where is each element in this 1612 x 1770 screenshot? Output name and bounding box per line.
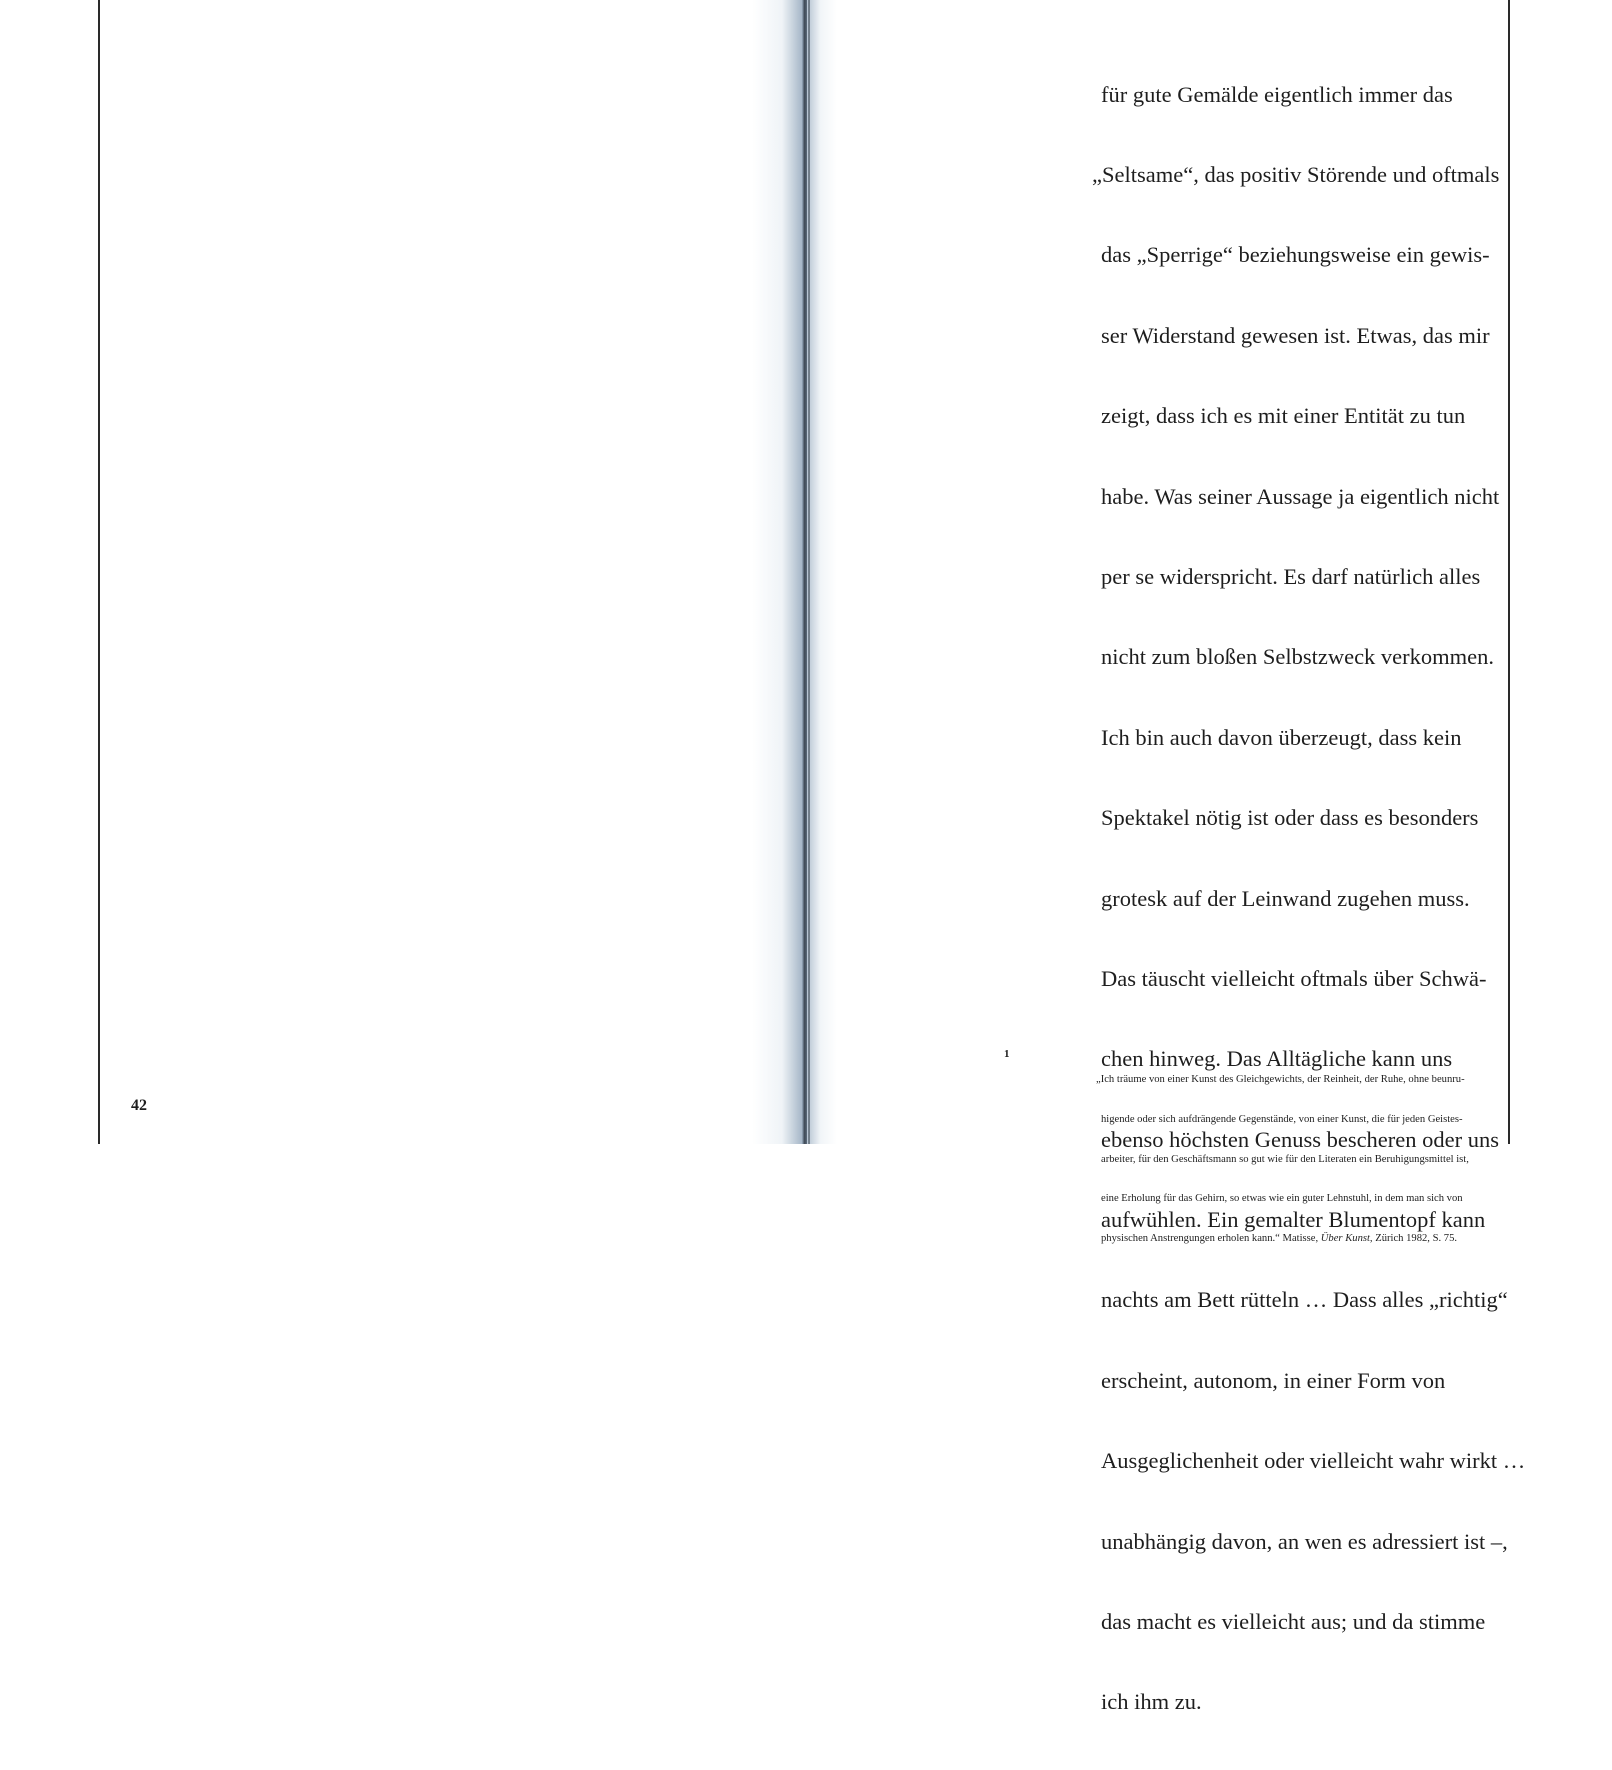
- page-number: 42: [131, 1097, 147, 1114]
- body-line: „Seltsame“, das positiv Störende und oftmals: [1092, 161, 1500, 187]
- body-line: ser Widerstand gewesen ist. Etwas, das mir: [1101, 322, 1490, 348]
- body-line: für gute Gemälde eigentlich immer das: [1101, 81, 1453, 107]
- body-line: grotesk auf der Leinwand zugehen muss.: [1101, 885, 1470, 911]
- body-line: erscheint, autonom, in einer Form von: [1101, 1367, 1446, 1393]
- footnote-line: physischen Anstrengungen erholen kann.“ Matisse,: [1101, 1232, 1321, 1244]
- body-line: unabhängig davon, an wen es adressiert ist –,: [1101, 1528, 1508, 1554]
- body-line: das macht es vielleicht aus; und da stimme: [1101, 1609, 1486, 1635]
- footnote-line: „Ich träume von einer Kunst des Gleichgewichts, der Reinheit, der Ruhe, ohne beunru-: [1096, 1074, 1465, 1086]
- body-text: [1092, 28, 1571, 1770]
- body-line: nachts am Bett rütteln … Dass alles „richtig“: [1101, 1287, 1508, 1313]
- body-line: chen hinweg. Das Alltägliche kann uns: [1101, 1046, 1453, 1072]
- crop-line: [1508, 0, 1510, 1144]
- footnote-line-last: [1101, 1232, 1561, 1245]
- body-line: Ich bin auch davon überzeugt, dass kein: [1101, 724, 1462, 750]
- body-line: per se widerspricht. Es darf natürlich alles: [1101, 563, 1481, 589]
- footnote-line: higende oder sich aufdrängende Gegenstände, von einer Kunst, die für jeden Geistes-: [1101, 1114, 1463, 1125]
- body-line: aufwühlen. Ein gemalter Blumentopf kann: [1101, 1207, 1486, 1233]
- body-line: das „Sperrige“ beziehungsweise ein gewis-: [1101, 242, 1490, 268]
- body-line: nicht zum bloßen Selbstzweck verkommen.: [1101, 644, 1495, 670]
- body-line: Ausgeglichenheit oder vielleicht wahr wirkt …: [1101, 1448, 1526, 1474]
- body-line: ebenso höchsten Genuss bescheren oder uns: [1101, 1126, 1500, 1152]
- footnote-line: arbeiter, für den Geschäftsmann so gut wie für den Literaten ein Beruhigungsmittel ist,: [1101, 1153, 1469, 1165]
- footnote-number: 1: [1004, 1048, 1010, 1060]
- gutter-shadow-left: [752, 0, 802, 1144]
- footnote-text: [1096, 1047, 1561, 1271]
- body-line: habe. Was seiner Aussage ja eigentlich nicht: [1101, 483, 1500, 509]
- footnote-source-rest: Zürich 1982, S. 75.: [1372, 1232, 1458, 1244]
- body-line: ich ihm zu.: [1101, 1689, 1202, 1715]
- footnote-line: eine Erholung für das Gehirn, so etwas wie ein guter Lehnstuhl, in dem man sich von: [1101, 1193, 1463, 1205]
- footnote-source-title: Über Kunst,: [1320, 1232, 1373, 1244]
- body-line: Das täuscht vielleicht oftmals über Schwä-: [1101, 965, 1487, 991]
- gutter-shadow-right: [807, 0, 837, 1144]
- body-line: Spektakel nötig ist oder dass es besonders: [1101, 805, 1479, 831]
- body-line: zeigt, dass ich es mit einer Entität zu tun: [1101, 403, 1466, 429]
- left-page: [98, 0, 802, 1144]
